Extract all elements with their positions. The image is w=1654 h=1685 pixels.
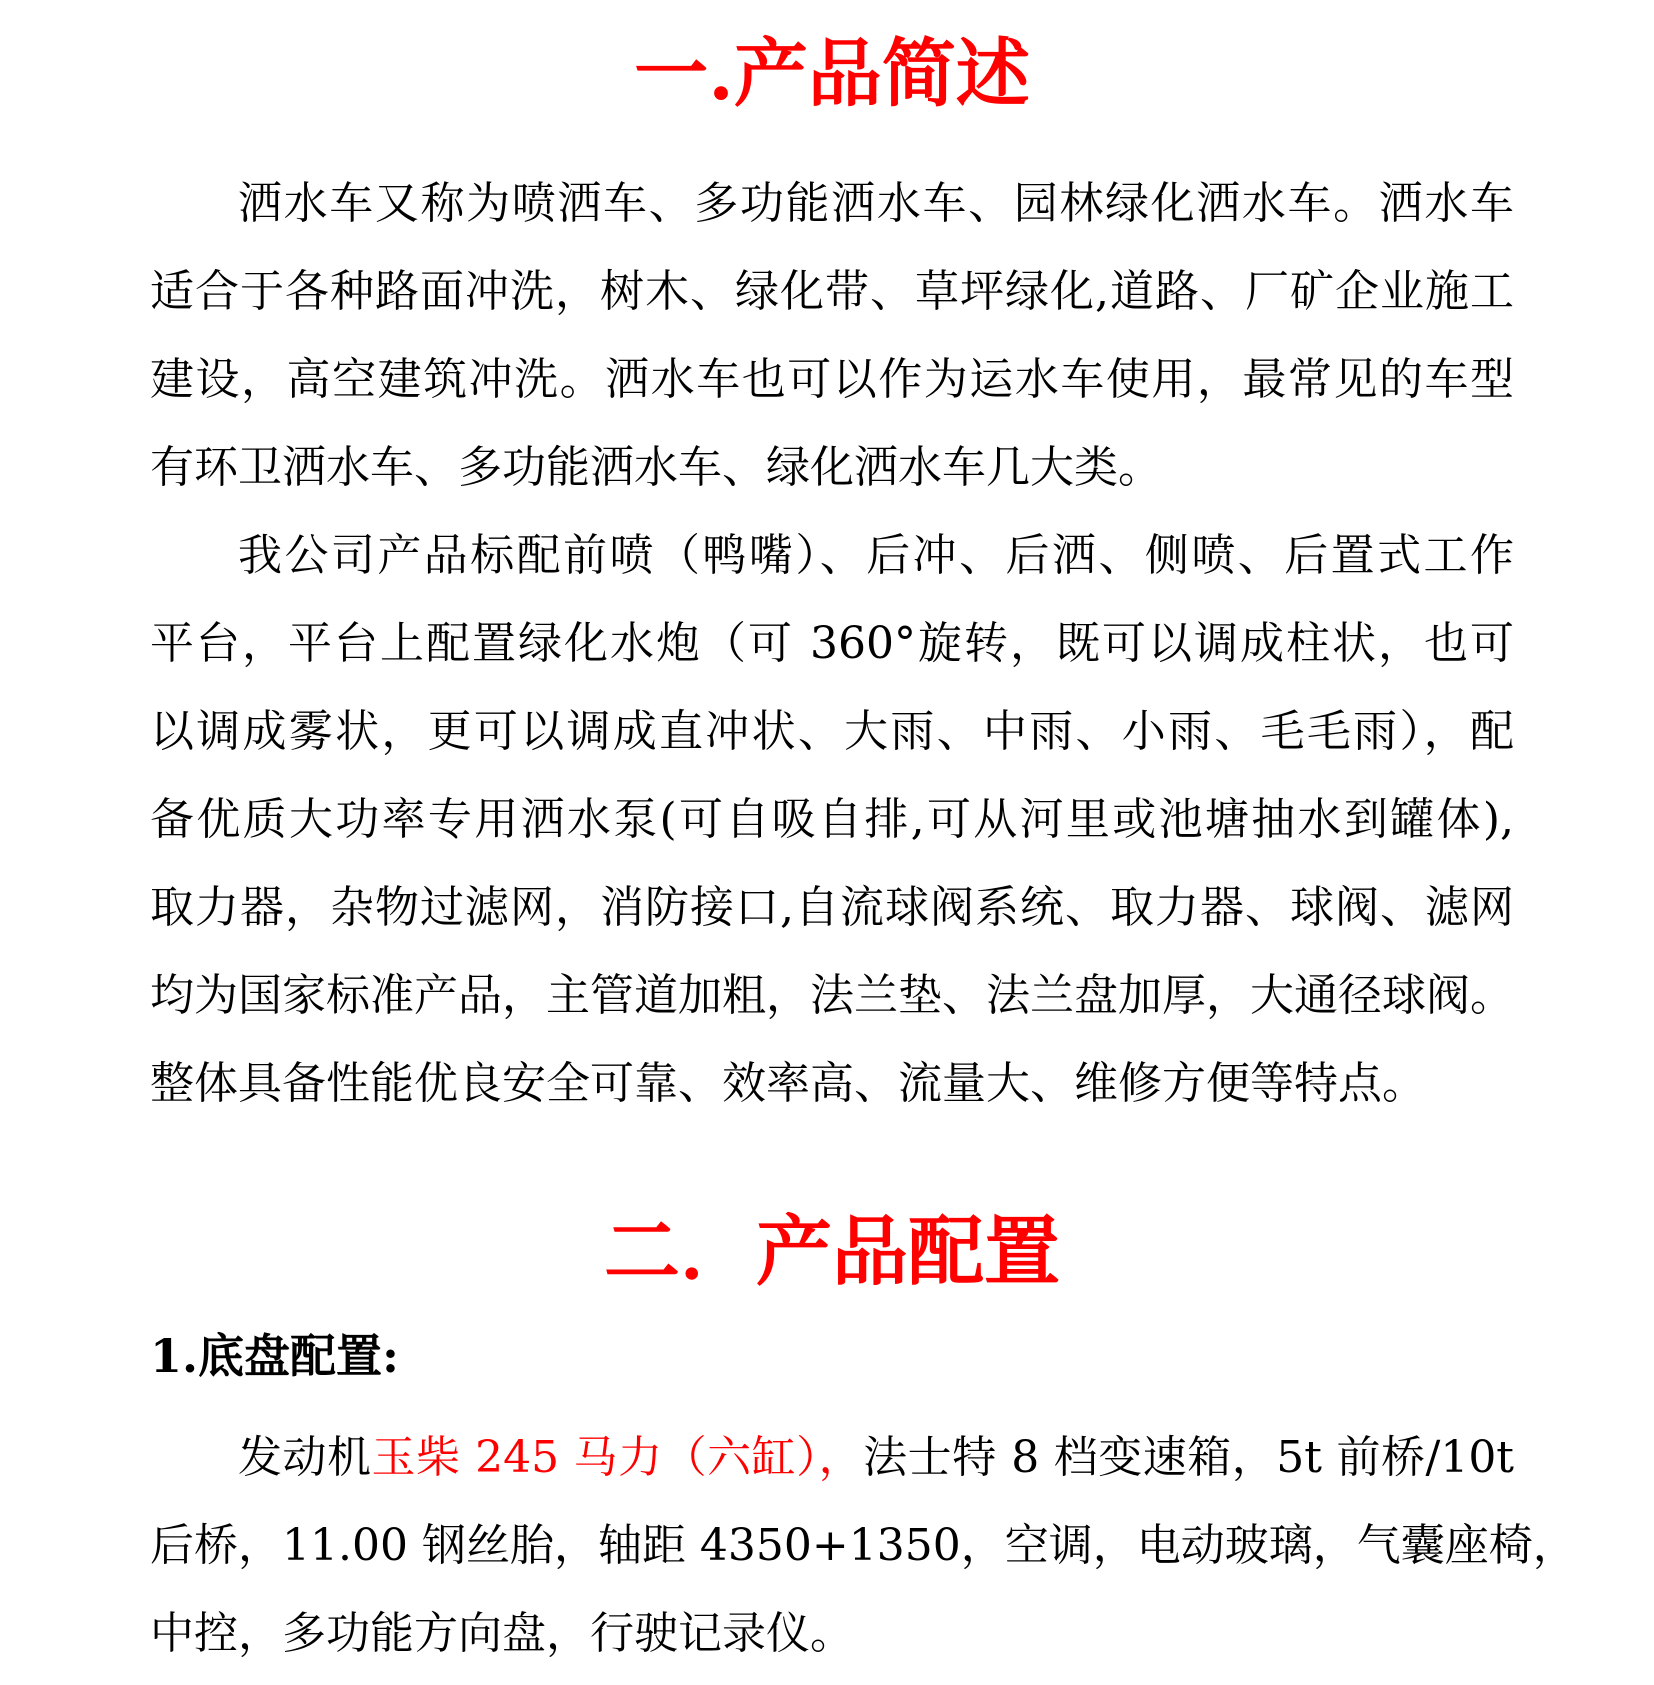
text-line [150,1414,1514,1502]
text-segment: 发动机 [238,1432,372,1483]
section2-title: 二．产品配置 [604,1207,1060,1296]
text-line: 均为国家标准产品，主管道加粗，法兰垫、法兰盘加厚，大通径球阀。 [150,970,1514,1021]
paragraph-product-overview-1 [150,160,1514,512]
text-line: 建设，高空建筑冲洗。洒水车也可以作为运水车使用，最常见的车型 [150,354,1514,405]
text-line: 有环卫洒水车、多功能洒水车、绿化洒水车几大类。 [150,442,1162,493]
chassis-config-heading: 1.底盘配置: [150,1329,400,1383]
highlighted-text: 玉柴 245 马力（六缸）， [371,1432,864,1483]
text-line: 后桥，11.00 钢丝胎，轴距 4350+1350，空调，电动玻璃，气囊座椅， [150,1520,1577,1571]
text-line: 以调成雾状，更可以调成直冲状、大雨、中雨、小雨、毛毛雨），配 [150,706,1514,757]
paragraph-chassis-config [150,1414,1577,1678]
text-line: 洒水车又称为喷洒车、多功能洒水车、园林绿化洒水车。洒水车 [238,178,1514,229]
text-line: 整体具备性能优良安全可靠、效率高、流量大、维修方便等特点。 [150,1058,1426,1109]
section1-title: 一.产品简述 [634,31,1030,117]
text-segment: 法士特 8 档变速箱，5t 前桥/10t [863,1432,1514,1483]
text-line: 平台，平台上配置绿化水炮（可 360°旋转，既可以调成柱状，也可 [150,618,1514,669]
text-line: 中控，多功能方向盘，行驶记录仪。 [150,1608,854,1659]
text-line: 我公司产品标配前喷（鸭嘴）、后冲、后洒、侧喷、后置式工作 [238,530,1514,581]
text-line: 备优质大功率专用洒水泵(可自吸自排,可从河里或池塘抽水到罐体), [150,794,1514,845]
text-line: 适合于各种路面冲洗，树木、绿化带、草坪绿化,道路、厂矿企业施工 [150,266,1514,317]
paragraph-product-overview-2 [150,512,1514,1128]
text-line: 取力器，杂物过滤网，消防接口,自流球阀系统、取力器、球阀、滤网 [150,882,1514,933]
